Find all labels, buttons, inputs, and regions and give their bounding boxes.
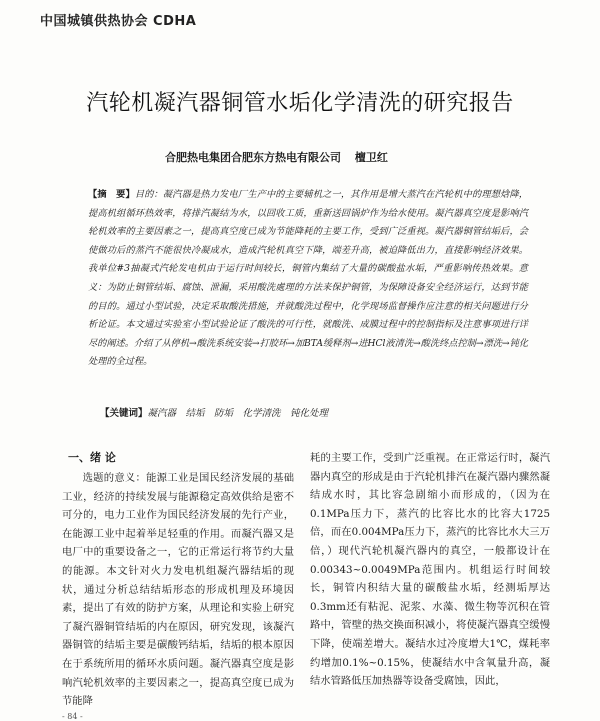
page-number: - 84 - [62,712,83,721]
section-heading: 一、绪 论 [68,451,116,464]
keywords-label: 【关键词】 [100,408,148,419]
keywords [100,405,328,419]
column-right [310,449,550,691]
author-name: 檀卫红 [354,151,388,164]
abstract-label: 【摘 要】 [88,189,135,200]
keywords-text: 凝汽器 结垢 防垢 化学清洗 钝化处理 [147,408,329,419]
column-left [62,449,294,711]
affiliation: 合肥热电集团合肥东方热电有限公司 [165,151,341,164]
abstract [88,186,528,372]
body-paragraph-right: 耗的主要工作，受到广泛重视。在正常运行时，凝汽器内真空的形成是由于汽轮机排汽在凝汽器内骤然凝结成水时，其比容急剧缩小而形成的，（因为在0.1MPa压力下，蒸汽的比容比水的比容大1725倍，而在0.004MPa压力下，蒸汽的比容比水大三万倍，）现代汽轮机凝汽器内的真空，一般都设计在0.00343~0.0049MPa范围内。机组运行时间较长，铜管内积结大量的碳酸盐水垢，经测垢厚达0.3mm还有粘泥、泥浆、水藻、微生物等沉积在管路中，管壁的热交换面积减小，将使凝汽器真空缓慢下降，使端差增大。凝结水过冷度增大1℃，煤耗率约增加0.1%~0.15%，使凝结水中含氧量升高，凝结水管路低压加热器等设备受腐蚀，因此， [310,452,550,688]
abstract-text: 目的：凝汽器是热力发电厂生产中的主要辅机之一，其作用是增大蒸汽在汽轮机中的理想焓降，提高机组循环热效率，将排汽凝结为水，以回收工质，重新送回锅炉作为给水使用。凝汽器真空度是影响汽轮机效率的主要因素之一，提高真空度已成为节能降耗的主要工作，受到广泛重视。凝汽器铜管结垢后，会使做功后的蒸汽不能很快冷凝成水，造成汽轮机真空下降，端差升高，被迫降低出力，直接影响经济效果。我单位#3抽凝式汽轮发电机由于运行时间较长，铜管内集结了大量的碳酸盐水垢，严重影响传热效果。意义：为防止铜管结垢、腐蚀、泄漏，采用酸洗處理的方法来保护铜管，为保障设备安全经济运行，达到节能的目的。通过小型试验，决定采取酸洗措施，并就酸洗过程中，化学现场监督操作应注意的相关问题进行分析论证。本文通过实验室小型试验论证了酸洗的可行性，就酸洗、成膜过程中的控制指标及注意事项进行详尽的阐述。介绍了从停机→酸洗系统安装→打胶环→加BTA缓释剂→进HCl液清洗→酸洗终点控制→漂洗→钝化处理的全过程。 [88,189,529,368]
header-org: 中国城镇供热协会 CDHA [40,14,197,29]
body-paragraph-left: 选题的意义：能源工业是国民经济发展的基础工业，经济的持续发展与能源稳定高效供给是密不可分的，电力工业作为国民经济发展的先行产业，在能源工业中起着举足轻重的作用。而凝汽器又是电厂中的重要设备之一，它的正常运行将节约大量的能源。本文针对火力发电机组凝汽器结垢的现状，通过分析总结结垢形态的形成机理及环境因素，提出了有效的防护方案，从理论和实验上研究了凝汽器铜管结垢的内在原因，研究发现，该凝汽器铜管的结垢主要是碳酸钙结垢，结垢的根本原因在于系统所用的循环水质问题。凝汽器真空度是影响汽轮机效率的主要因素之一，提高真空度已成为节能降 [62,472,294,708]
author-line [165,149,398,165]
page-title: 汽轮机凝汽器铜管水垢化学清洗的研究报告 [86,91,514,116]
